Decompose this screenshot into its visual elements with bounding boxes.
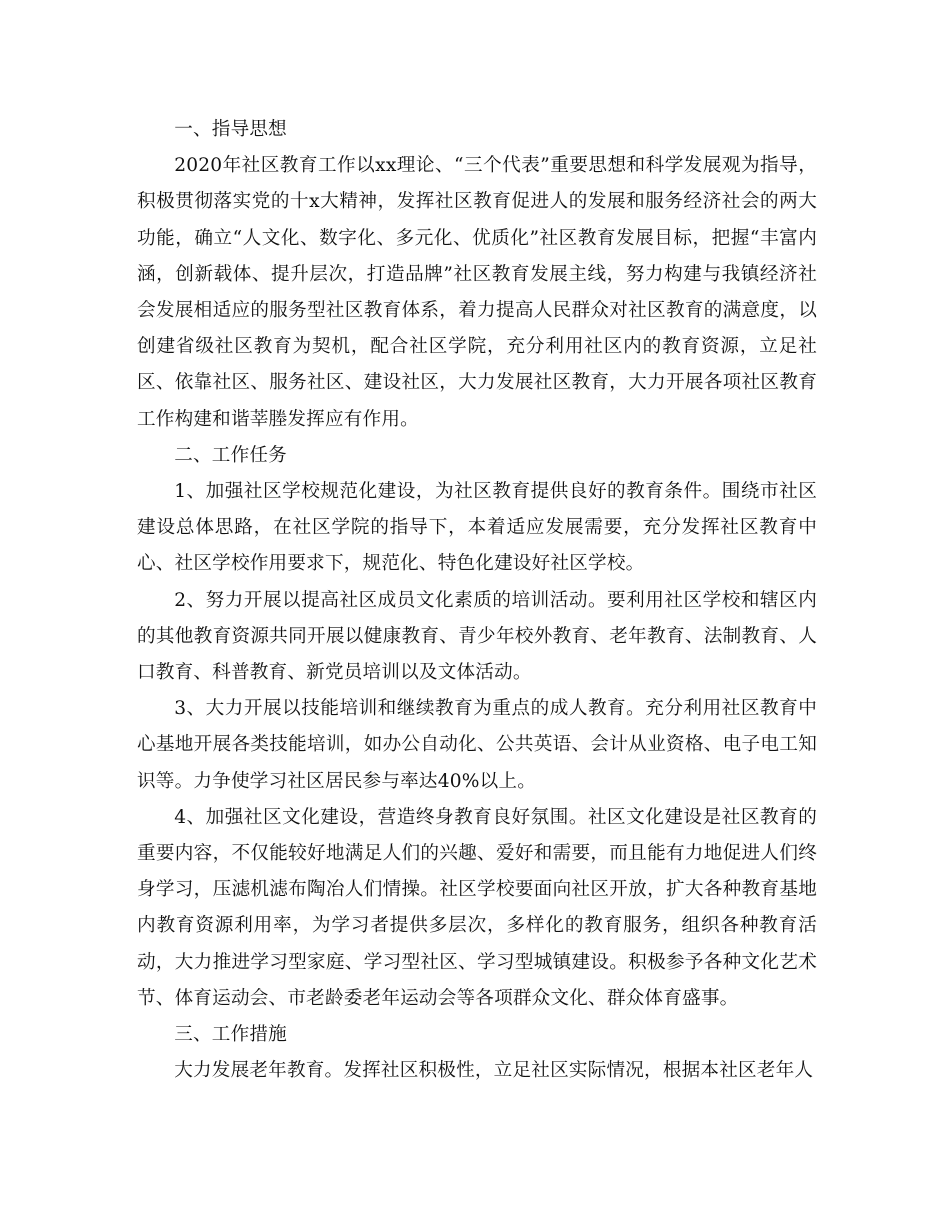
paragraph-task-1: 1、加强社区学校规范化建设，为社区教育提供良好的教育条件。围绕市社区建设总体思路，在社区学院的指导下，本着适应发展需要，充分发挥社区教育中心、社区学校作用要求下，规范化、特色化建设好社区学校。 bbox=[137, 481, 817, 575]
paragraph-task-2: 2、努力开展以提高社区成员文化素质的培训活动。要利用社区学校和辖区内的其他教育资源共同开展以健康教育、青少年校外教育、老年教育、法制教育、人口教育、科普教育、新党员培训以及文体活动。 bbox=[137, 589, 817, 684]
paragraph-measure-1: 大力发展老年教育。发挥社区积极性，立足社区实际情况，根据本社区老年人 bbox=[174, 1060, 814, 1082]
section-heading-work-measures: 三、工作措施 bbox=[174, 1024, 287, 1046]
section-heading-guiding-thought: 一、指导思想 bbox=[174, 119, 287, 140]
document-page bbox=[137, 112, 817, 1089]
paragraph-task-4: 4、加强社区文化建设，营造终身教育良好氛围。社区文化建设是社区教育的重要内容，不仅能较好地满足人们的兴趣、爱好和需要，而且能有力地促进人们终身学习，压滤机滤布陶冶人们情操。社区学校要面向社区开放，扩大各种教育基地内教育资源利用率，为学习者提供多层次，多样化的教育服务，组织各种教育活动，大力推进学习型家庭、学习型社区、学习型城镇建设。积极参予各种文化艺术节、体育运动会、市老龄委老年运动会等各项群众文化、群众体育盛事。 bbox=[137, 806, 817, 1009]
paragraph-task-3: 3、大力开展以技能培训和继续教育为重点的成人教育。充分利用社区教育中心基地开展各类技能培训，如办公自动化、公共英语、会计从业资格、电子电工知识等。力争使学习社区居民参与率达40%以上。 bbox=[137, 698, 817, 792]
section-heading-work-tasks: 二、工作任务 bbox=[174, 444, 287, 466]
paragraph-guiding-thought: 2020年社区教育工作以xx理论、“三个代表”重要思想和科学发展观为指导，积极贯彻落实党的十x大精神，发挥社区教育促进人的发展和服务经济社会的两大功能，确立“人文化、数字化、多元化、优质化”社区教育发展目标，把握“丰富内涵，创新载体、提升层次，打造品牌”社区教育发展主线，努力构建与我镇经济社会发展相适应的服务型社区教育体系，着力提高人民群众对社区教育的满意度，以创建省级社区教育为契机，配合社区学院，充分利用社区内的教育资源，立足社区、依靠社区、服务社区、建设社区，大力发展社区教育，大力开展各项社区教育工作构建和谐莘塍发挥应有作用。 bbox=[137, 155, 817, 430]
